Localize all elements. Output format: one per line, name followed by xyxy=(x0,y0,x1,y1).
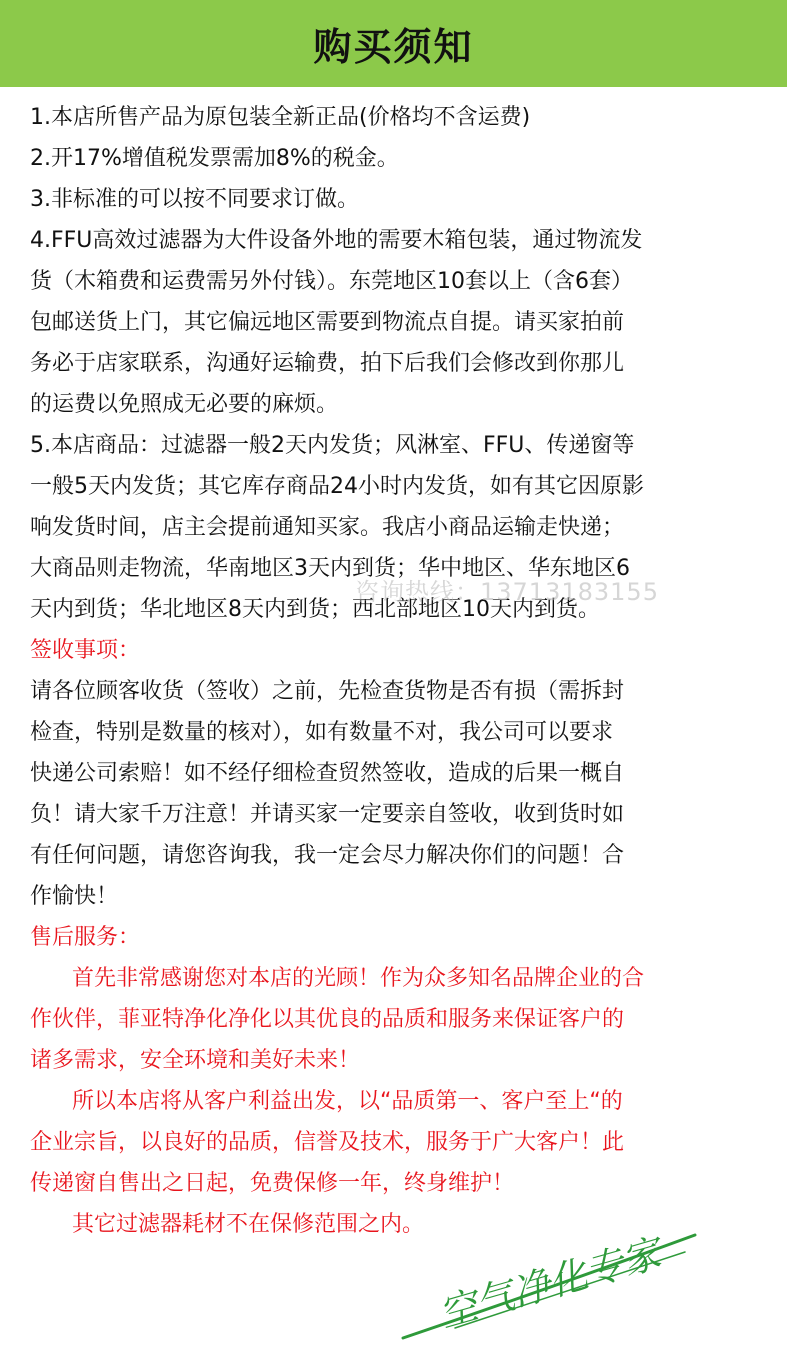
sign-line: 负！请大家千万注意！并请买家一定要亲自签收，收到货时如 xyxy=(30,802,625,827)
sign-line: 快递公司索赔！如不经仔细检查贸然签收，造成的后果一概自 xyxy=(30,761,625,786)
after-sales-heading: 售后服务： xyxy=(30,925,141,950)
signature-logo xyxy=(395,1200,715,1350)
notice-line: 1.本店所售产品为原包装全新正品(价格均不含运费) xyxy=(30,105,531,130)
notice-line: 的运费以免照成无必要的麻烦。 xyxy=(30,392,339,417)
header-banner xyxy=(0,0,787,87)
after-sales-line: 首先非常感谢您对本店的光顾！作为众多知名品牌企业的合 xyxy=(72,966,645,991)
notice-line: 4.FFU高效过滤器为大件设备外地的需要木箱包装，通过物流发 xyxy=(30,228,643,253)
page-title: 购买须知 xyxy=(313,25,474,69)
notice-line: 2.开17%增值税发票需加8%的税金。 xyxy=(30,146,399,171)
sign-line: 检查，特别是数量的核对），如有数量不对，我公司可以要求 xyxy=(30,720,614,745)
sign-line: 有任何问题，请您咨询我，我一定会尽力解决你们的问题！合 xyxy=(30,843,625,868)
watermark-hotline: 咨询热线：13713183155 xyxy=(355,578,659,606)
notice-line: 天内到货；华北地区8天内到货；西北部地区10天内到货。 xyxy=(30,597,600,622)
after-sales-line: 所以本店将从客户利益出发，以“品质第一、客户至上“的 xyxy=(72,1089,623,1114)
after-sales-line: 企业宗旨，以良好的品质，信誉及技术，服务于广大客户！此 xyxy=(30,1130,625,1155)
sign-line: 请各位顾客收货（签收）之前，先检查货物是否有损（需拆封 xyxy=(30,679,625,704)
after-sales-line: 其它过滤器耗材不在保修范围之内。 xyxy=(72,1212,425,1237)
after-sales-line: 传递窗自售出之日起，免费保修一年，终身维护！ xyxy=(30,1171,515,1196)
after-sales-line: 作伙伴，菲亚特净化净化以其优良的品质和服务来保证客户的 xyxy=(30,1007,625,1032)
notice-line: 包邮送货上门，其它偏远地区需要到物流点自提。请买家拍前 xyxy=(30,310,625,335)
notice-line: 3.非标准的可以按不同要求订做。 xyxy=(30,187,359,212)
sign-section-heading: 签收事项： xyxy=(30,638,141,663)
notice-line: 货（木箱费和运费需另外付钱）。东莞地区10套以上（含6套） xyxy=(30,269,633,294)
sign-line: 作愉快！ xyxy=(30,884,119,909)
notice-line: 一般5天内发货；其它库存商品24小时内发货，如有其它因原影 xyxy=(30,474,644,499)
signature-swoosh xyxy=(403,1235,695,1338)
notice-line: 5.本店商品：过滤器一般2天内发货；风淋室、FFU、传递窗等 xyxy=(30,433,635,458)
notice-content xyxy=(30,97,770,1245)
signature-text: 空气净化专家 xyxy=(434,1231,666,1337)
notice-line: 响发货时间，店主会提前通知买家。我店小商品运输走快递； xyxy=(30,515,625,540)
notice-line: 大商品则走物流，华南地区3天内到货；华中地区、华东地区6 xyxy=(30,556,630,581)
notice-line: 务必于店家联系，沟通好运输费，拍下后我们会修改到你那儿 xyxy=(30,351,625,376)
after-sales-line: 诸多需求，安全环境和美好未来！ xyxy=(30,1048,361,1073)
